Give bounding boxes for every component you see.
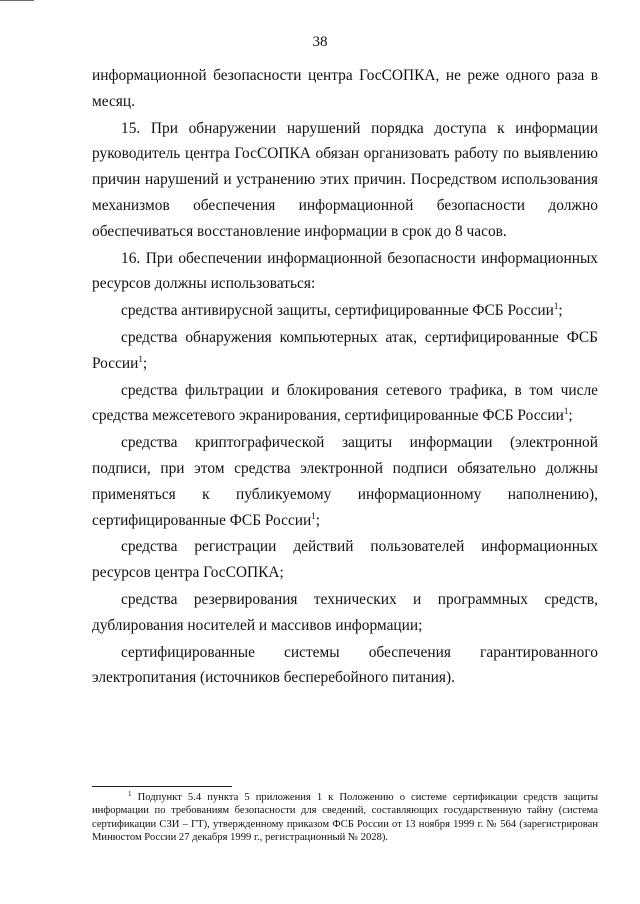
scan-corner-mark	[0, 0, 34, 1]
paragraph-continuation: информационной безопасности центра ГосСОПКА, не реже одного раза в месяц.	[92, 67, 598, 110]
footnote-ref: 1	[563, 406, 569, 417]
footnote-ref: 1	[553, 301, 559, 312]
paragraph-item-15: 15. При обнаружении нарушений порядка доступа к информации руководитель центра ГосСОПКА обязан организовать работу по выявлению причин нарушений и устранению этих причин. Посредством использования механизмов обеспечения информационной безопасности должно обеспечиваться восстановление информации в срок до 8 часов.	[92, 119, 598, 240]
list-item-antivirus: средства антивирусной защиты, сертифицированные ФСБ России$^1$;	[121, 301, 563, 320]
footnote-separator	[92, 786, 232, 787]
footnote-ref: 1	[311, 510, 316, 521]
list-item-traffic-filtering: средства фильтрации и блокирования сетевого трафика, в том числе средства межсетевого экранирования, сертифицированные ФСБ России$^1$;	[92, 381, 598, 425]
footnote-text: Подпункт 5.4 пункта 5 приложения 1 к Положению о системе сертификации средств защиты информации по требованиям безопасности для сведений, составляющих государственную тайну (система сертификации СЗИ – ГТ), утвержденному приказом ФСБ России от 13 ноября 1999 г. № 564 (зарегистрирован Минюстом России 27 декабря 1999 г., регистрационный № 2028).	[92, 792, 598, 844]
footnote	[92, 791, 598, 845]
footnote-marker: 1	[128, 790, 132, 798]
list-item-cryptography: средства криптографической защиты информации (электронной подписи, при этом средства электронной подписи обязательно должны применяться к публикуемому информационному наполнению), сертифицированные ФСБ России$^1$;	[92, 434, 598, 529]
list-item-power-supply: сертифицированные системы обеспечения гарантированного электропитания (источников бесперебойного питания).	[92, 643, 598, 687]
paragraph-item-16: 16. При обеспечении информационной безопасности информационных ресурсов должны использоваться:	[92, 249, 598, 293]
footnote-ref: 1	[138, 353, 143, 364]
list-item-redundancy: средства резервирования технических и программных средств, дублирования носителей и массивов информации;	[92, 590, 598, 634]
list-item-user-action-logging: средства регистрации действий пользователей информационных ресурсов центра ГосСОПКА;	[92, 538, 598, 582]
page-number: 38	[312, 34, 328, 50]
list-item-attack-detection: средства обнаружения компьютерных атак, сертифицированные ФСБ России$^1$;	[92, 328, 598, 372]
document-body	[92, 63, 598, 692]
